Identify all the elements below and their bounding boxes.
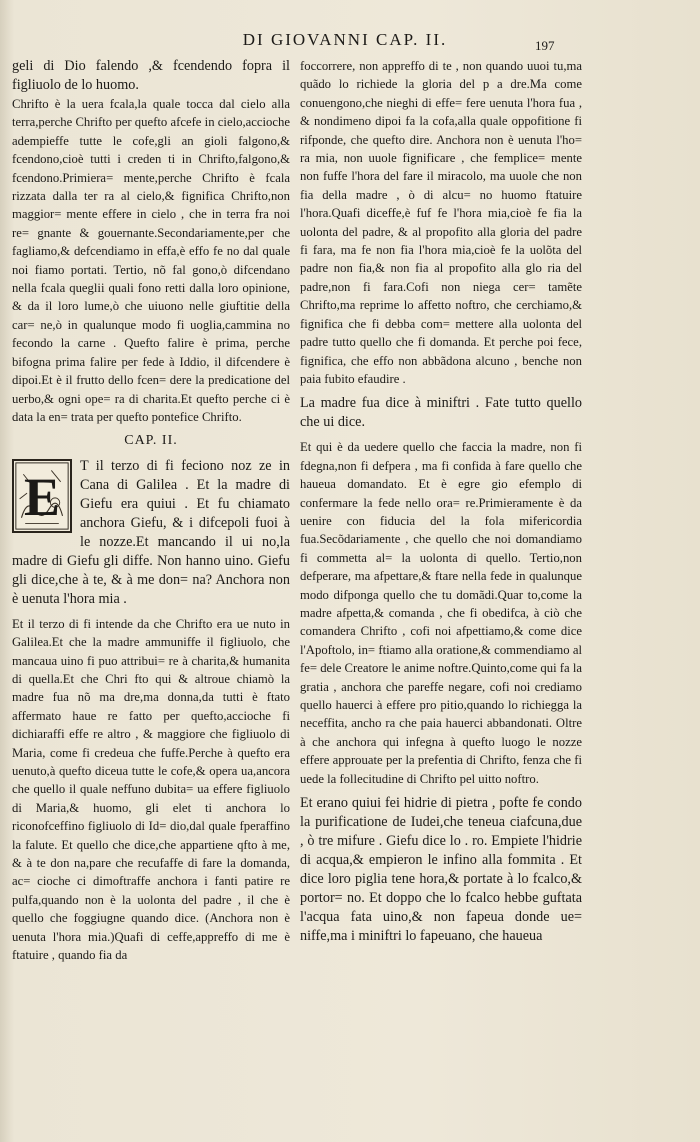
chapter-title: CAP. II.	[124, 433, 178, 449]
drop-cap-letter: E	[23, 466, 61, 527]
chapter-opening	[12, 457, 290, 609]
page-number: 197	[535, 38, 555, 53]
right-lemma-2: Et erano quiui fei hidrie di pietra , pofte fe condo la purificatione de Iudei,che teneua ciafcuna,due , ò tre mifure . Giefu dice lo . ro. Empiete l'hidrie di acqua,& empieron le infino alla fommita . Et dice loro piglia tene hora,& portate à lo fcalco,& portor= no. Et doppo che lo fcalco hebbe guftata l'acqua fata uino,& non fapeua donde ue= niffe,ma i miniftri lo fapeuano, che haueua	[300, 795, 582, 945]
right-commentary-2: Et qui è da uedere quello che faccia la madre, non fi fdegna,non fi defpera , ma fi confida à fare quello che haueua domandato. Et è egre gio efemplo di confermare la fede nello ora= re.Primieramente è da uenire con fiducia del la fola mifericordia fua.Secõdariamente , che quello che noi domandiamo fi commetta al= la uolonta di quello. Tertio,non defperare, ma afpettare,& ftare nella fede in qualunque modo difponga quello che tu domãdi.Quar to,come la madre afpetta,& comanda , che fi obedifca, à ciò che comandera Chrifto , cofi noi afpettiamo,& come dice l'Apoftolo, in= ftiamo alla oratione,& commendiamo al fe= dele Creatore le anime noftre.Quinto,come qui fa la gratia , anchora che pareffe negare, cofi noi crediamo quello hauerci à effere pro pitio,quando lo richiegga la neceffita, ancho ra che paia hauerci abbandonati. Oltre à che anchora qui infegna à quefto luogo le nozze effere approuate per la prefentia di Chrifto, fenza che fi uede la follecitudine di Chrifto pel uitto noftro.	[300, 440, 582, 786]
running-head: DI GIOVANNI CAP. II.	[242, 30, 448, 49]
right-commentary-1: foccorrere, non appreffo di te , non quando uuoi tu,ma quãdo lo richiede la gloria del p a dre.Ma come conuengono,che nieghi di effe= fere uenuta l'hora fua , & nondimeno dipoi fa la cofa,alla quale oppofitione fi rifponde, che quefto dire. Anchora non è uenuta l'ho= ra mia, non uuole fignificare , che femplice= mente non fuffe l'hora del fare il miracolo, ma uuole che non fia della madre , ò di alcu= no huomo ftatuire l'hora.Quafi diceffe,è fuf fe l'hora mia,cioè fe fia la uolonta del padre, & al propofito alla gloria del padre fi fara, ma fe non fia l'hora mia,cioè fe la uolõta del padre non fia,& non fia al propofito alla glo ria del padre,non fi fara.Cofi non niega cer= tamẽte Chrifto,ma reprime lo affetto noftro, che cerchiamo,& fignifica che fi debba com= mettere alla uolonta del padre tutto quello che fi domanda. Et perche poi fece, fignifica, che effo non abbãdona alcuno , benche non paia fubito efaudire .	[300, 59, 582, 386]
woodcut-initial-icon	[12, 459, 72, 533]
left-intro-commentary: Chrifto è la uera fcala,la quale tocca dal cielo alla terra,perche Chrifto per quefto afcefe in cielo,accioche adempieffe tutte le cofe,gli an gioli falgono,& fcendono,cioè tutti i creden ti in Chrifto,falgono,& fcendono.Primiera= mente,perche Chrifto è fcala rizzata dalla ter ra al cielo,& fignifica Chrifto,non maggior= mente effere in cielo , che in terra fra noi re= gnante & gouernante.Secondariamente,per che fagliamo,& defcendiamo in effa,è effo fe no dal quale noi fiamo portati. Tertio, nõ fal gono,ò difcendano nella fcala queglii quali fono retti dalla loro opinione, & da il loro lume,ò che uiuono nelle giuftitie della car= ne,ò in qualunque modo fi uoglia,cammina no fecondo la carne . Quefto falire è prima, perche bifogna prima falire per fede à Iddio, il difcendere è dipoi.Et è il frutto dello fcen= dere la predicatione del uerbo,& ogni ope= ra di charita.Et quefto perche ci è data la en= trata per quefto pontefice Chrifto.	[12, 97, 290, 424]
left-commentary: Et il terzo di fi intende da che Chrifto era ue nuto in Galilea.Et che la madre ammuniffe il figliuolo, che mancaua uino fi puo attribui= re à charita,& humanita di quella.Et che Chri fto qui & altroue chiamò la madre fua nõ ma dre,ma donna,da tutti è ftato affermato haue re fatto per quefto,accioche fi dichiaraffi effe re altro , & maggiore che figliuolo di Maria, come fi credeua che fuffe.Perche à quefto era uenuto,à quefto diceua tutte le cofe,& opera ua,ancora che quello il quale neffuno dubita= ua effere figliuolo di Maria,& huomo, gli elet ti anchora lo riconofceffino figliuolo di Id= dio,dal quale fperaffino la falute. Et quello che dice,che appartiene qfto à me, & à te don na,pare che recufaffe di fare la domanda, ac= cioche ci dimoftraffe anchora i fanti patire re pulfa,quando non è la uolonta del padre , il che è quello che foggiugne quando dice. (Anchora non è uenuta l'hora mia.)Quafi di ceffe,appreffo di me è ftatuire , quando fia da	[12, 616, 290, 963]
right-lemma-1: La madre fua dice à miniftri . Fate tutto quello che ui dice.	[300, 395, 582, 431]
left-intro-lemma: geli di Dio falendo ,& fcendendo fopra il figliuolo de lo huomo.	[12, 58, 290, 93]
chapter-lemma: T il terzo di fi feciono noz ze in Cana di Galilea . Et la madre di Giefu era quiui . Et fu chiamato anchora Giefu, & i difcepoli fuoi à le nozze.Et mancando il ui no,la madre di Giefu gli diffe. Non hanno uino. Giefu gli dice,che à te, & à me don= na? Anchora non è uenuta l'hora mia .	[12, 457, 290, 607]
right-column	[300, 57, 582, 946]
left-column	[12, 57, 290, 964]
